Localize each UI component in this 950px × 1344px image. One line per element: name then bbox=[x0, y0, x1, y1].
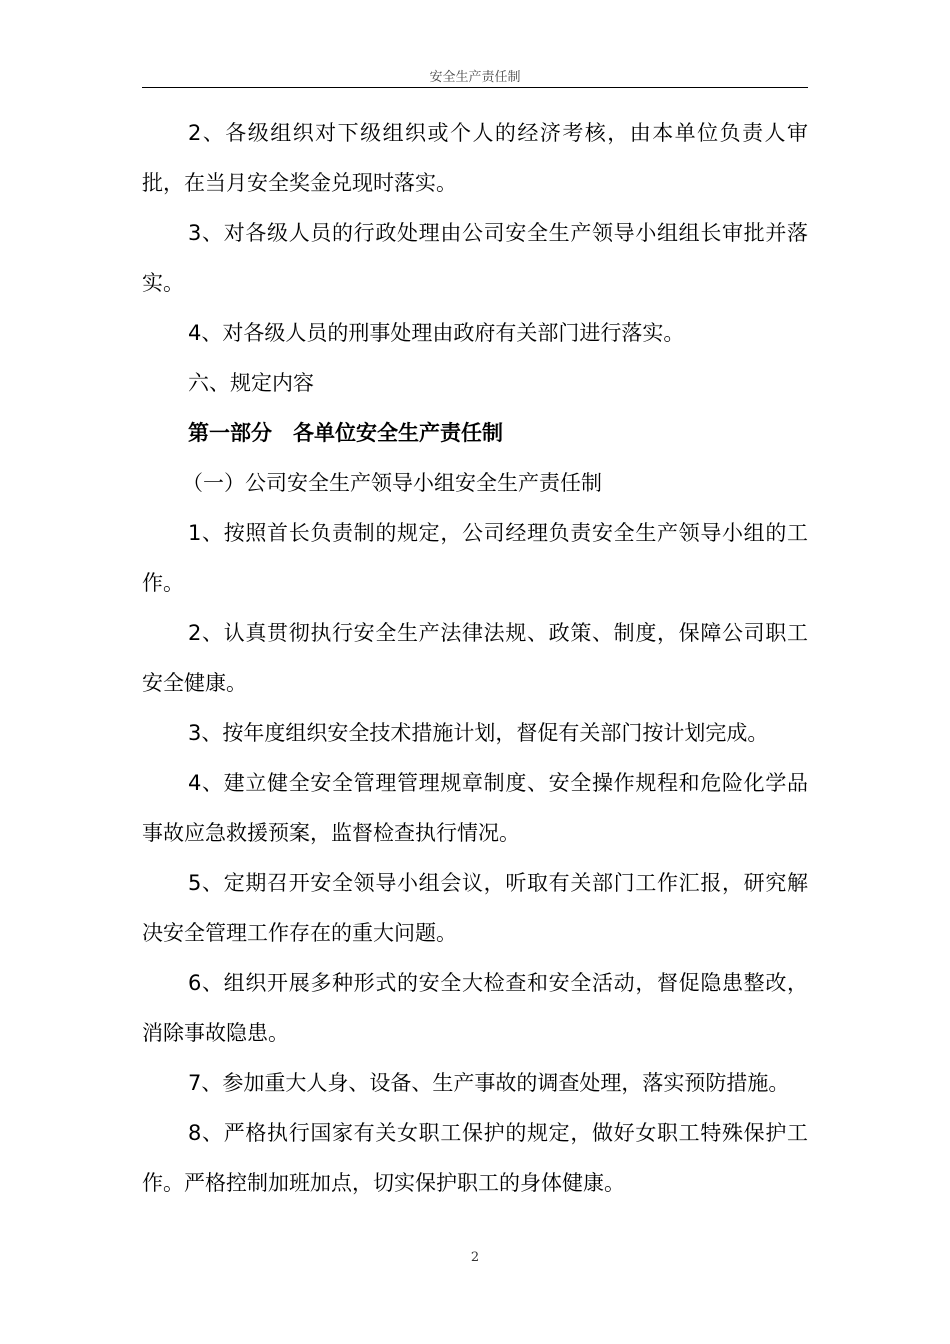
list-item: 2、认真贯彻执行安全生产法律法规、政策、制度，保障公司职工安全健康。 bbox=[142, 621, 808, 695]
paragraph-criminal-handling: 4、对各级人员的刑事处理由政府有关部门进行落实。 bbox=[188, 321, 685, 345]
list-item: 5、定期召开安全领导小组会议，听取有关部门工作汇报，研究解决安全管理工作存在的重大问题。 bbox=[142, 871, 808, 945]
list-item: 6、组织开展多种形式的安全大检查和安全活动，督促隐患整改，消除事故隐患。 bbox=[142, 971, 808, 1045]
page-number: 2 bbox=[470, 1250, 480, 1265]
list-item: 4、建立健全安全管理管理规章制度、安全操作规程和危险化学品事故应急救援预案，监督检查执行情况。 bbox=[142, 771, 808, 845]
list-item: 3、按年度组织安全技术措施计划，督促有关部门按计划完成。 bbox=[188, 721, 769, 745]
list-item: 1、按照首长负责制的规定，公司经理负责安全生产领导小组的工作。 bbox=[142, 521, 808, 595]
list-item: 7、参加重大人身、设备、生产事故的调查处理，落实预防措施。 bbox=[188, 1071, 790, 1095]
section-heading-provisions: 六、规定内容 bbox=[188, 371, 314, 395]
paragraph-economic-assessment: 2、各级组织对下级组织或个人的经济考核，由本单位负责人审批，在当月安全奖金兑现时落实。 bbox=[142, 121, 808, 195]
list-item: 8、严格执行国家有关女职工保护的规定，做好女职工特殊保护工作。严格控制加班加点，切实保护职工的身体健康。 bbox=[142, 1121, 808, 1195]
paragraph-administrative-handling: 3、对各级人员的行政处理由公司安全生产领导小组组长审批并落实。 bbox=[142, 221, 808, 295]
header-divider bbox=[142, 87, 808, 88]
part-heading: 第一部分 各单位安全生产责任制 bbox=[188, 421, 503, 445]
subsection-heading: （一）公司安全生产领导小组安全生产责任制 bbox=[182, 471, 602, 495]
running-header: 安全生产责任制 bbox=[429, 70, 521, 85]
document-body bbox=[142, 108, 808, 1208]
